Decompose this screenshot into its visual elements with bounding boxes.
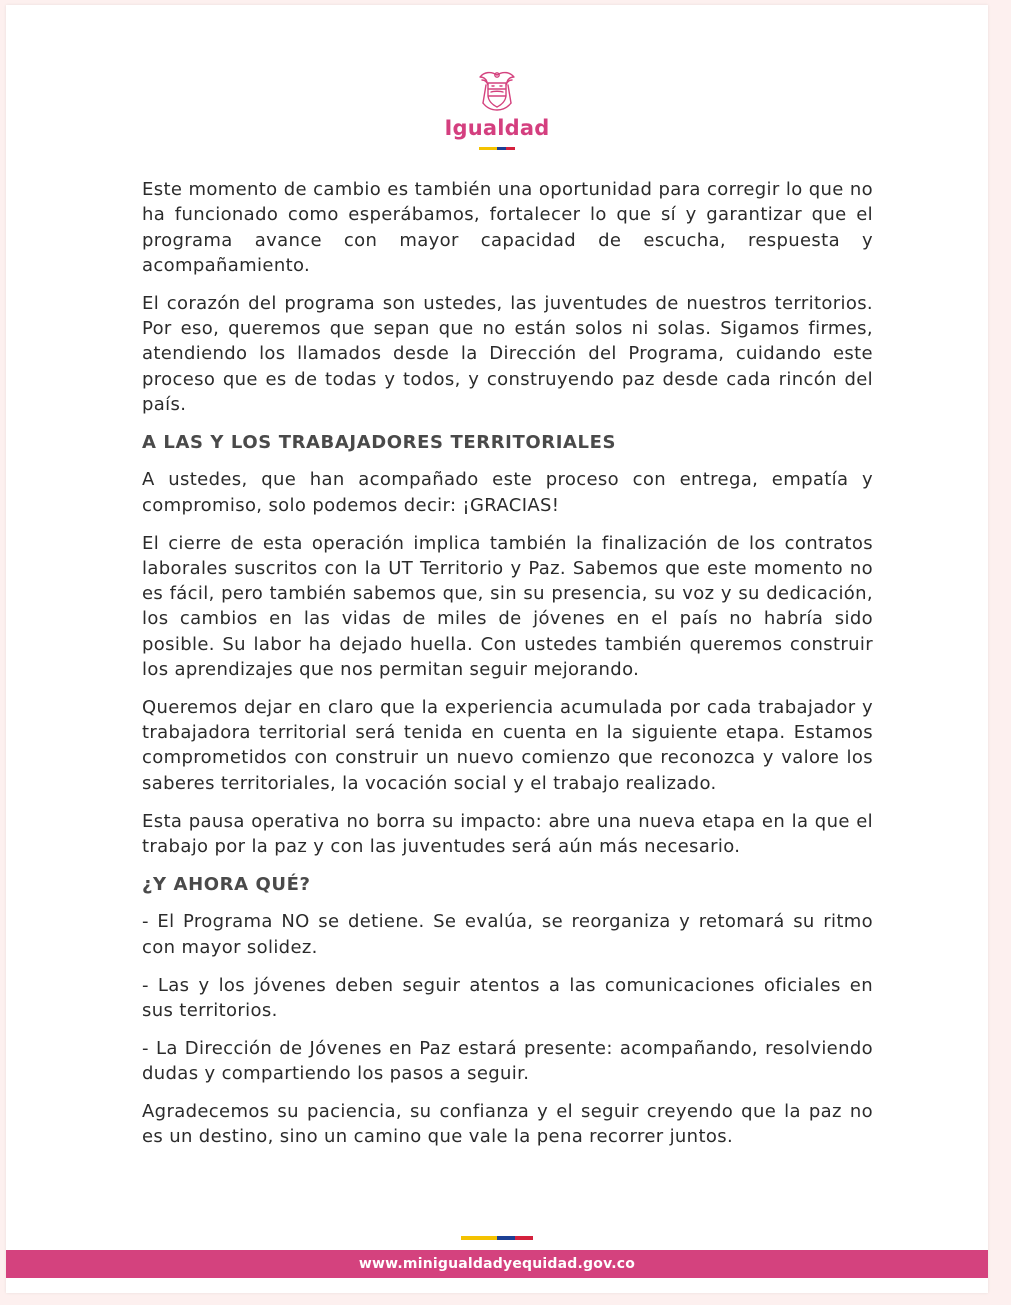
paragraph: Queremos dejar en claro que la experiencia acumulada por cada trabajador y trabajadora territorial será tenida en cuenta en la siguiente etapa. Estamos comprometidos con construir un nuevo comienzo que reconozca y valore los saberes territoriales, la vocación social y el trabajo realizado.: [142, 696, 873, 794]
brand-name: Igualdad: [444, 116, 550, 140]
flag-stripe: [6, 147, 988, 150]
list-item: - La Dirección de Jóvenes en Paz estará presente: acompañando, resolviendo dudas y compartiendo los pasos a seguir.: [142, 1037, 873, 1084]
paragraph: El cierre de esta operación implica también la finalización de los contratos laborales suscritos con la UT Territorio y Paz. Sabemos que este momento no es fácil, pero también sabemos que, sin su presencia, su voz y su dedicación, los cambios en las vidas de miles de jóvenes en el país no habría sido posible. Su labor ha dejado huella. Con ustedes también queremos construir los aprendizajes que nos permitan seguir mejorando.: [142, 532, 873, 681]
list-item: - Las y los jóvenes deben seguir atentos a las comunicaciones oficiales en sus territorios.: [142, 974, 873, 1021]
paragraph: Este momento de cambio es también una oportunidad para corregir lo que no ha funcionado como esperábamos, fortalecer lo que sí y garantizar que el programa avance con mayor capacidad de escucha, respuesta y acompañamiento.: [142, 179, 873, 276]
letter-body: [142, 177, 873, 1162]
footer-flag-stripe: [461, 1236, 533, 1240]
paragraph: Esta pausa operativa no borra su impacto: abre una nueva etapa en la que el trabajo por la paz y con las juventudes será aún más necesario.: [142, 810, 873, 857]
paragraph: A ustedes, que han acompañado este proceso con entrega, empatía y compromiso, solo podemos decir: ¡GRACIAS!: [142, 469, 873, 516]
paragraph: Agradecemos su paciencia, su confianza y el seguir creyendo que la paz no es un destino, sino un camino que vale la pena recorrer juntos.: [142, 1100, 873, 1147]
paragraph: El corazón del programa son ustedes, las juventudes de nuestros territorios. Por eso, queremos que sepan que no están solos ni solas. Sigamos firmes, atendiendo los llamados desde la Dirección del Programa, cuidando este proceso que es de todas y todos, y construyendo paz desde cada rincón del país.: [142, 292, 873, 415]
ministry-logo: [6, 69, 988, 150]
footer-url[interactable]: www.minigualdadyequidad.gov.co: [358, 1256, 636, 1272]
section-heading: ¿Y AHORA QUÉ?: [142, 873, 311, 895]
list-item: - El Programa NO se detiene. Se evalúa, se reorganiza y retomará su ritmo con mayor solidez.: [142, 911, 873, 958]
coat-of-arms-icon: [477, 69, 517, 113]
footer-bar: [6, 1250, 988, 1278]
section-heading: A LAS Y LOS TRABAJADORES TERRITORIALES: [142, 431, 617, 453]
document-page: [6, 5, 988, 1293]
